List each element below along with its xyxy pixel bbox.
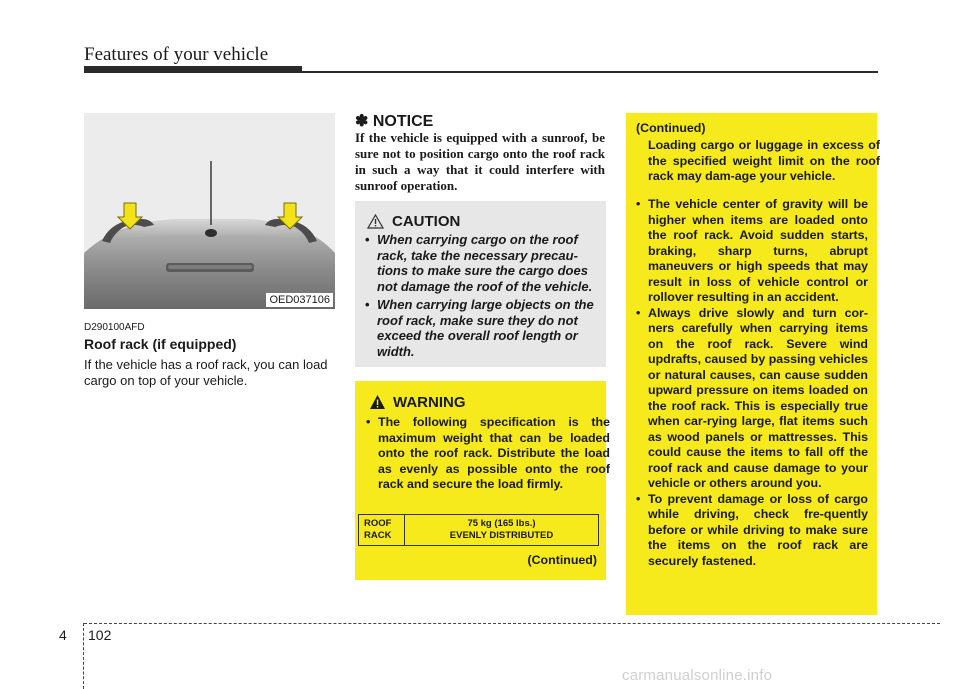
- spec-label-line: RACK: [364, 530, 392, 541]
- caution-triangle-icon: [367, 214, 384, 229]
- caution-box: [355, 201, 606, 367]
- notice-text: If the vehicle is equipped with a sunroof, be sure not to position cargo onto the roof rack in such a way that it could interfere with sunroof operation.: [355, 130, 605, 193]
- section-code: D290100AFD: [84, 322, 145, 333]
- footer-rule: [84, 623, 940, 624]
- continued-item: • To prevent damage or loss of cargo while driving, check fre-quently before or while driving to make sure the items on the roof rack are securely fastened.: [636, 492, 868, 570]
- caution-header: [367, 211, 460, 231]
- footer-divider: [83, 623, 84, 689]
- spec-value-line: EVENLY DISTRIBUTED: [449, 530, 554, 541]
- page-number: 102: [88, 627, 112, 643]
- roof-rack-photo: [84, 113, 335, 309]
- spec-label: [359, 515, 405, 545]
- caution-title: CAUTION: [392, 212, 461, 230]
- header-rule: [84, 71, 878, 73]
- section-title: Roof rack (if equipped): [84, 336, 237, 352]
- continued-warning-box: [626, 113, 880, 615]
- page-header-title: Features of your vehicle: [84, 44, 269, 65]
- warning-box: [355, 381, 610, 580]
- caution-item: • When carrying cargo on the roof rack, take the necessary precau-tions to make sure the cargo does not damage the roof of the vehicle.: [365, 232, 599, 294]
- roof-rack-spec-table: [358, 514, 599, 546]
- spec-value-line: 75 kg (165 lbs.): [467, 518, 536, 529]
- continued-item: • Always drive slowly and turn cor-ners carefully when carrying items on the roof rack. Severe wind updrafts, caused by passing vehicles or natural causes, can cause sudden upward pressure on items loaded on the roof rack. This is especially true when car-rying large, flat items such as wood panels or mattresses. This could cause the items to fall off the roof rack and cause damage to your vehicle or others around you.: [636, 306, 868, 492]
- warning-triangle-icon: [369, 394, 386, 410]
- spec-label-line: ROOF: [364, 518, 392, 529]
- car-roof-illustration: [84, 113, 335, 309]
- warning-continued: (Continued): [527, 553, 597, 567]
- spec-value: [405, 515, 598, 545]
- warning-title: WARNING: [393, 393, 466, 411]
- caution-list: [365, 232, 599, 362]
- continued-list: [636, 197, 868, 569]
- continued-header: (Continued): [636, 121, 706, 135]
- section-body: If the vehicle has a roof rack, you can load cargo on top of your vehicle.: [84, 357, 328, 388]
- figure-code: OED037106: [266, 293, 333, 307]
- notice-title: ✽ NOTICE: [355, 113, 434, 130]
- continued-intro: Loading cargo or luggage in excess of the specified weight limit on the roof rack may dam-age your vehicle.: [648, 138, 880, 183]
- caution-item: • When carrying large objects on the roof rack, make sure they do not exceed the overall roof length or width.: [365, 297, 599, 359]
- chapter-number: 4: [59, 627, 67, 643]
- warning-header: [369, 392, 466, 412]
- continued-item: • The vehicle center of gravity will be higher when items are loaded onto the roof rack. Avoid sudden starts, braking, sharp turns, abrupt maneuvers or high speeds that may result in loss of vehicle control or rollover resulting in an accident.: [636, 197, 868, 306]
- watermark: carmanualsonline.info: [622, 667, 773, 684]
- warning-item: • The following specification is the maximum weight that can be loaded onto the roof rack. Distribute the load as evenly as possible onto the roof rack and secure the load firmly.: [366, 415, 610, 493]
